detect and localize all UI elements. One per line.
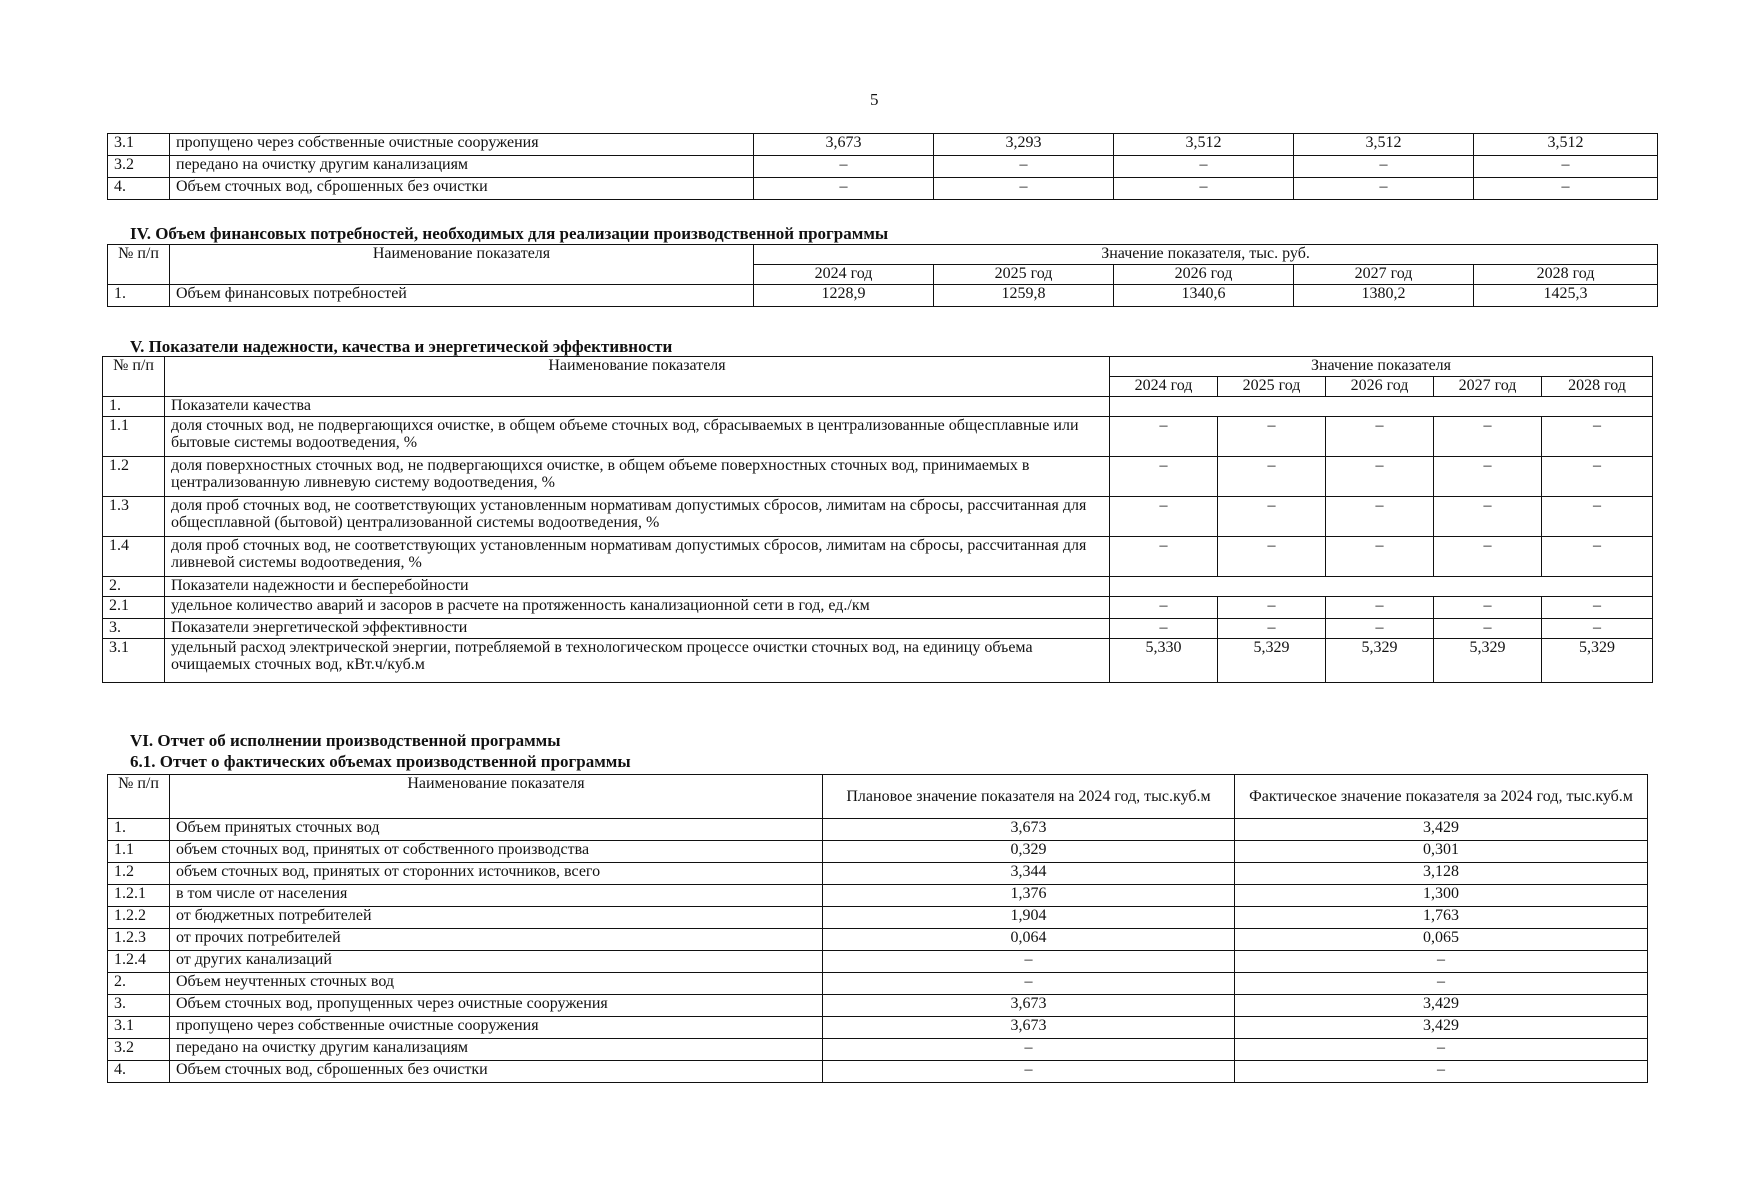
row-name: передано на очистку другим канализациям [170, 1039, 823, 1061]
value-2027: 3,512 [1294, 134, 1474, 156]
value-2026: – [1326, 417, 1434, 457]
row-number: 1.2.4 [108, 951, 170, 973]
value-2025: – [934, 156, 1114, 178]
row-number: 1.2.2 [108, 907, 170, 929]
col-name-header: Наименование показателя [170, 245, 754, 285]
row-name: Показатели энергетической эффективности [165, 619, 1110, 639]
row-name: от прочих потребителей [170, 929, 823, 951]
row-name: доля проб сточных вод, не соответствующих установленным нормативам допустимых сбросов, лимитам на сбросы, рассчитанная для общесплавной (бытовой) централизованной системы водоотведения, % [165, 497, 1110, 537]
table-row [108, 863, 1648, 885]
value-2028: 3,512 [1474, 134, 1658, 156]
fact-value: – [1235, 1061, 1648, 1083]
value-2025: – [1218, 457, 1326, 497]
fact-value: – [1235, 1039, 1648, 1061]
row-number: 3. [103, 619, 165, 639]
empty-values [1110, 397, 1653, 417]
row-number: 1.4 [103, 537, 165, 577]
row-name: передано на очистку другим канализациям [170, 156, 754, 178]
value-2025: 1259,8 [934, 285, 1114, 307]
value-2024: – [1110, 497, 1218, 537]
row-name: Показатели качества [165, 397, 1110, 417]
row-number: 1.2.3 [108, 929, 170, 951]
fact-value: 0,301 [1235, 841, 1648, 863]
table-row [108, 1017, 1648, 1039]
fact-value: 0,065 [1235, 929, 1648, 951]
plan-value: 0,064 [823, 929, 1235, 951]
value-2025: 3,293 [934, 134, 1114, 156]
row-name: доля сточных вод, не подвергающихся очистке, в общем объеме сточных вод, сбрасываемых в централизованные общесплавные или бытовые системы водоотведения, % [165, 417, 1110, 457]
year-header: 2027 год [1294, 265, 1474, 285]
row-name: удельный расход электрической энергии, потребляемой в технологическом процессе очистки сточных вод, на единицу объема очищаемых сточных вод, кВт.ч/куб.м [165, 639, 1110, 683]
section-iv-title: IV. Объем финансовых потребностей, необходимых для реализации производственной программы [130, 224, 889, 243]
row-name: Объем сточных вод, сброшенных без очистки [170, 178, 754, 200]
row-name: объем сточных вод, принятых от собственного производства [170, 841, 823, 863]
table-row [108, 156, 1658, 178]
plan-value: 1,376 [823, 885, 1235, 907]
table-row [108, 134, 1658, 156]
table-row [108, 995, 1648, 1017]
table-row [103, 497, 1653, 537]
row-number: 3.1 [108, 1017, 170, 1039]
row-number: 1.1 [108, 841, 170, 863]
value-2025: – [1218, 497, 1326, 537]
plan-value: 3,344 [823, 863, 1235, 885]
year-header: 2028 год [1542, 377, 1653, 397]
value-2026: – [1326, 457, 1434, 497]
col-number-header: № п/п [108, 775, 170, 819]
value-2025: 5,329 [1218, 639, 1326, 683]
value-2027: – [1294, 156, 1474, 178]
row-name: Объем сточных вод, пропущенных через очистные сооружения [170, 995, 823, 1017]
section-v-title: V. Показатели надежности, качества и энергетической эффективности [130, 337, 673, 356]
row-name: от бюджетных потребителей [170, 907, 823, 929]
fact-value: – [1235, 973, 1648, 995]
value-2024: – [754, 156, 934, 178]
year-header: 2024 год [754, 265, 934, 285]
value-2024: – [1110, 619, 1218, 639]
value-2026: – [1326, 619, 1434, 639]
value-2028: – [1542, 417, 1653, 457]
row-name: удельное количество аварий и засоров в расчете на протяженность канализационной сети в год, ед./км [165, 597, 1110, 619]
row-number: 1. [108, 285, 170, 307]
value-2027: – [1434, 497, 1542, 537]
year-header: 2026 год [1326, 377, 1434, 397]
plan-value: 3,673 [823, 995, 1235, 1017]
table-row [108, 951, 1648, 973]
table-row [103, 537, 1653, 577]
value-2028: 1425,3 [1474, 285, 1658, 307]
section-vi-title: VI. Отчет об исполнении производственной программы [130, 731, 561, 750]
row-number: 2. [103, 577, 165, 597]
fact-value: 3,429 [1235, 995, 1648, 1017]
row-number: 4. [108, 178, 170, 200]
table-row [103, 417, 1653, 457]
value-2028: 5,329 [1542, 639, 1653, 683]
value-2025: – [934, 178, 1114, 200]
table-reliability-quality [102, 356, 1653, 683]
table-row [108, 178, 1658, 200]
table-row [108, 1061, 1648, 1083]
fact-value: 3,128 [1235, 863, 1648, 885]
value-2027: – [1434, 417, 1542, 457]
value-2026: – [1114, 156, 1294, 178]
value-2024: – [1110, 597, 1218, 619]
value-2024: 5,330 [1110, 639, 1218, 683]
table-row [108, 973, 1648, 995]
value-2025: – [1218, 619, 1326, 639]
row-number: 3. [108, 995, 170, 1017]
table-row [108, 885, 1648, 907]
year-header: 2025 год [934, 265, 1114, 285]
col-fact-header: Фактическое значение показателя за 2024 год, тыс.куб.м [1235, 775, 1648, 819]
row-name: Объем неучтенных сточных вод [170, 973, 823, 995]
value-2024: – [1110, 457, 1218, 497]
table-row [108, 819, 1648, 841]
row-number: 3.1 [108, 134, 170, 156]
plan-value: 1,904 [823, 907, 1235, 929]
section-vi-subtitle: 6.1. Отчет о фактических объемах производственной программы [130, 752, 631, 771]
year-header: 2027 год [1434, 377, 1542, 397]
plan-value: – [823, 1061, 1235, 1083]
plan-value: – [823, 973, 1235, 995]
row-number: 3.1 [103, 639, 165, 683]
table-row [103, 397, 1653, 417]
value-2026: 3,512 [1114, 134, 1294, 156]
value-2027: – [1434, 597, 1542, 619]
value-2024: – [754, 178, 934, 200]
value-2026: – [1326, 597, 1434, 619]
table-row [108, 285, 1658, 307]
plan-value: – [823, 951, 1235, 973]
col-name-header: Наименование показателя [165, 357, 1110, 397]
empty-values [1110, 577, 1653, 597]
row-name: Объем финансовых потребностей [170, 285, 754, 307]
col-number-header: № п/п [103, 357, 165, 397]
row-number: 1.1 [103, 417, 165, 457]
table-row [103, 597, 1653, 619]
table-row [108, 1039, 1648, 1061]
year-header: 2026 год [1114, 265, 1294, 285]
plan-value: 0,329 [823, 841, 1235, 863]
value-2028: – [1542, 457, 1653, 497]
plan-value: – [823, 1039, 1235, 1061]
col-number-header: № п/п [108, 245, 170, 285]
row-number: 1.2 [108, 863, 170, 885]
table-row [108, 907, 1648, 929]
row-number: 4. [108, 1061, 170, 1083]
row-name: Объем принятых сточных вод [170, 819, 823, 841]
value-2025: – [1218, 537, 1326, 577]
table-row [108, 929, 1648, 951]
row-number: 1.2.1 [108, 885, 170, 907]
value-2026: – [1326, 497, 1434, 537]
row-name: Объем сточных вод, сброшенных без очистки [170, 1061, 823, 1083]
row-name: от других канализаций [170, 951, 823, 973]
col-name-header: Наименование показателя [170, 775, 823, 819]
value-2024: – [1110, 417, 1218, 457]
value-2028: – [1542, 597, 1653, 619]
plan-value: 3,673 [823, 819, 1235, 841]
row-name: Показатели надежности и бесперебойности [165, 577, 1110, 597]
fact-value: 1,763 [1235, 907, 1648, 929]
year-header: 2028 год [1474, 265, 1658, 285]
page-number: 5 [870, 90, 879, 109]
row-number: 1.3 [103, 497, 165, 537]
table-production-report [107, 774, 1648, 1083]
value-2028: – [1542, 537, 1653, 577]
value-2026: 1340,6 [1114, 285, 1294, 307]
value-2026: – [1114, 178, 1294, 200]
row-name: пропущено через собственные очистные сооружения [170, 134, 754, 156]
plan-value: 3,673 [823, 1017, 1235, 1039]
row-number: 1. [103, 397, 165, 417]
row-number: 2. [108, 973, 170, 995]
row-name: в том числе от населения [170, 885, 823, 907]
row-name: доля проб сточных вод, не соответствующих установленным нормативам допустимых сбросов, лимитам на сбросы, рассчитанная для ливневой системы водоотведения, % [165, 537, 1110, 577]
table-row [108, 841, 1648, 863]
value-2027: – [1294, 178, 1474, 200]
row-number: 1. [108, 819, 170, 841]
value-2027: – [1434, 537, 1542, 577]
row-name: пропущено через собственные очистные сооружения [170, 1017, 823, 1039]
fact-value: – [1235, 951, 1648, 973]
value-2027: – [1434, 457, 1542, 497]
value-2028: – [1474, 156, 1658, 178]
value-2028: – [1474, 178, 1658, 200]
value-2024: 3,673 [754, 134, 934, 156]
table-financial-needs [107, 244, 1658, 307]
row-number: 1.2 [103, 457, 165, 497]
table-row [103, 619, 1653, 639]
value-2025: – [1218, 597, 1326, 619]
value-2027: – [1434, 619, 1542, 639]
value-2024: 1228,9 [754, 285, 934, 307]
fact-value: 3,429 [1235, 1017, 1648, 1039]
col-value-header: Значение показателя [1110, 357, 1653, 377]
value-2025: – [1218, 417, 1326, 457]
year-header: 2024 год [1110, 377, 1218, 397]
row-number: 3.2 [108, 156, 170, 178]
value-2027: 5,329 [1434, 639, 1542, 683]
row-number: 3.2 [108, 1039, 170, 1061]
value-2026: 5,329 [1326, 639, 1434, 683]
value-2027: 1380,2 [1294, 285, 1474, 307]
value-2028: – [1542, 619, 1653, 639]
row-number: 2.1 [103, 597, 165, 619]
value-2026: – [1326, 537, 1434, 577]
fact-value: 3,429 [1235, 819, 1648, 841]
table-row [103, 457, 1653, 497]
year-header: 2025 год [1218, 377, 1326, 397]
fact-value: 1,300 [1235, 885, 1648, 907]
table-row [103, 577, 1653, 597]
table-row [103, 639, 1653, 683]
col-value-header: Значение показателя, тыс. руб. [754, 245, 1658, 265]
col-plan-header: Плановое значение показателя на 2024 год, тыс.куб.м [823, 775, 1235, 819]
row-name: доля поверхностных сточных вод, не подвергающихся очистке, в общем объеме поверхностных сточных вод, принимаемых в централизованную ливневую систему водоотведения, % [165, 457, 1110, 497]
value-2028: – [1542, 497, 1653, 537]
table-continuation [107, 133, 1658, 200]
row-name: объем сточных вод, принятых от сторонних источников, всего [170, 863, 823, 885]
value-2024: – [1110, 537, 1218, 577]
